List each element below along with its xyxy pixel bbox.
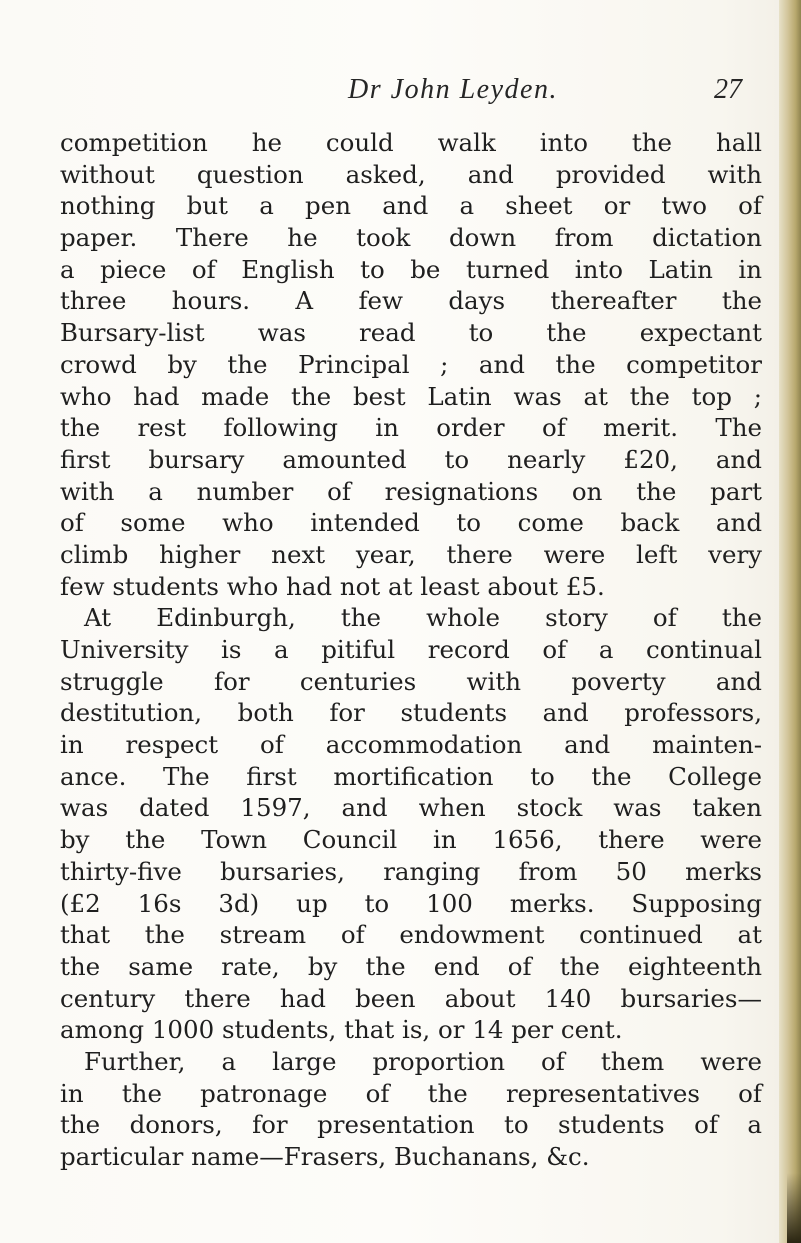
text-line: Further, a large proportion of them were (84, 1046, 762, 1076)
text-line: in respect of accommodation and mainten- (60, 730, 762, 760)
text-line: nothing but a pen and a sheet or two of (60, 191, 762, 221)
text-line: the rest following in order of merit. The (60, 413, 762, 443)
page-edge (779, 0, 801, 1243)
text-line: competition he could walk into the hall (60, 128, 762, 157)
text-line: a piece of English to be turned into Latin in (60, 254, 762, 284)
text-line: few students who had not at least about £5. (60, 571, 605, 601)
text-line: climb higher next year, there were left very (60, 539, 762, 569)
text-line: Bursary-list was read to the expectant (60, 318, 762, 348)
text-line: with a number of resignations on the part (60, 476, 762, 506)
text-line: was dated 1597, and when stock was taken (60, 793, 762, 823)
page-number: 27 (714, 74, 742, 105)
text-line: the donors, for presentation to students of a (60, 1110, 762, 1140)
text-line: without question asked, and provided with (60, 159, 762, 189)
text-line: particular name—Frasers, Buchanans, &c. (60, 1142, 590, 1171)
text-line: paper. There he took down from dictation (60, 223, 762, 253)
text-line: destitution, both for students and professors, (60, 698, 762, 728)
text-line: of some who intended to come back and (60, 508, 762, 538)
text-line: (£2 16s 3d) up to 100 merks. Supposing (60, 888, 762, 918)
text-line: by the Town Council in 1656, there were (60, 825, 762, 855)
text-line: who had made the best Latin was at the top ; (60, 381, 762, 411)
running-header (60, 74, 766, 118)
text-line: that the stream of endowment continued at (60, 920, 762, 950)
page-edge-shadow (787, 1173, 801, 1243)
text-line: century there had been about 140 bursaries— (60, 983, 762, 1013)
text-line: struggle for centuries with poverty and (60, 666, 762, 696)
text-line: among 1000 students, that is, or 14 per cent. (60, 1015, 623, 1045)
text-line: the same rate, by the end of the eighteenth (60, 951, 762, 981)
text-line: in the patronage of the representatives of (60, 1078, 762, 1108)
text-line: University is a pitiful record of a continual (60, 635, 762, 664)
text-line: three hours. A few days thereafter the (60, 286, 762, 316)
text-line: ance. The first mortification to the College (60, 761, 762, 791)
running-title: Dr John Leyden. (348, 74, 558, 105)
text-line: crowd by the Principal ; and the competitor (60, 349, 762, 379)
body-text (60, 127, 762, 1173)
text-line: first bursary amounted to nearly £20, and (60, 444, 762, 474)
text-line: At Edinburgh, the whole story of the (84, 603, 762, 633)
text-line: thirty-five bursaries, ranging from 50 merks (60, 856, 762, 886)
